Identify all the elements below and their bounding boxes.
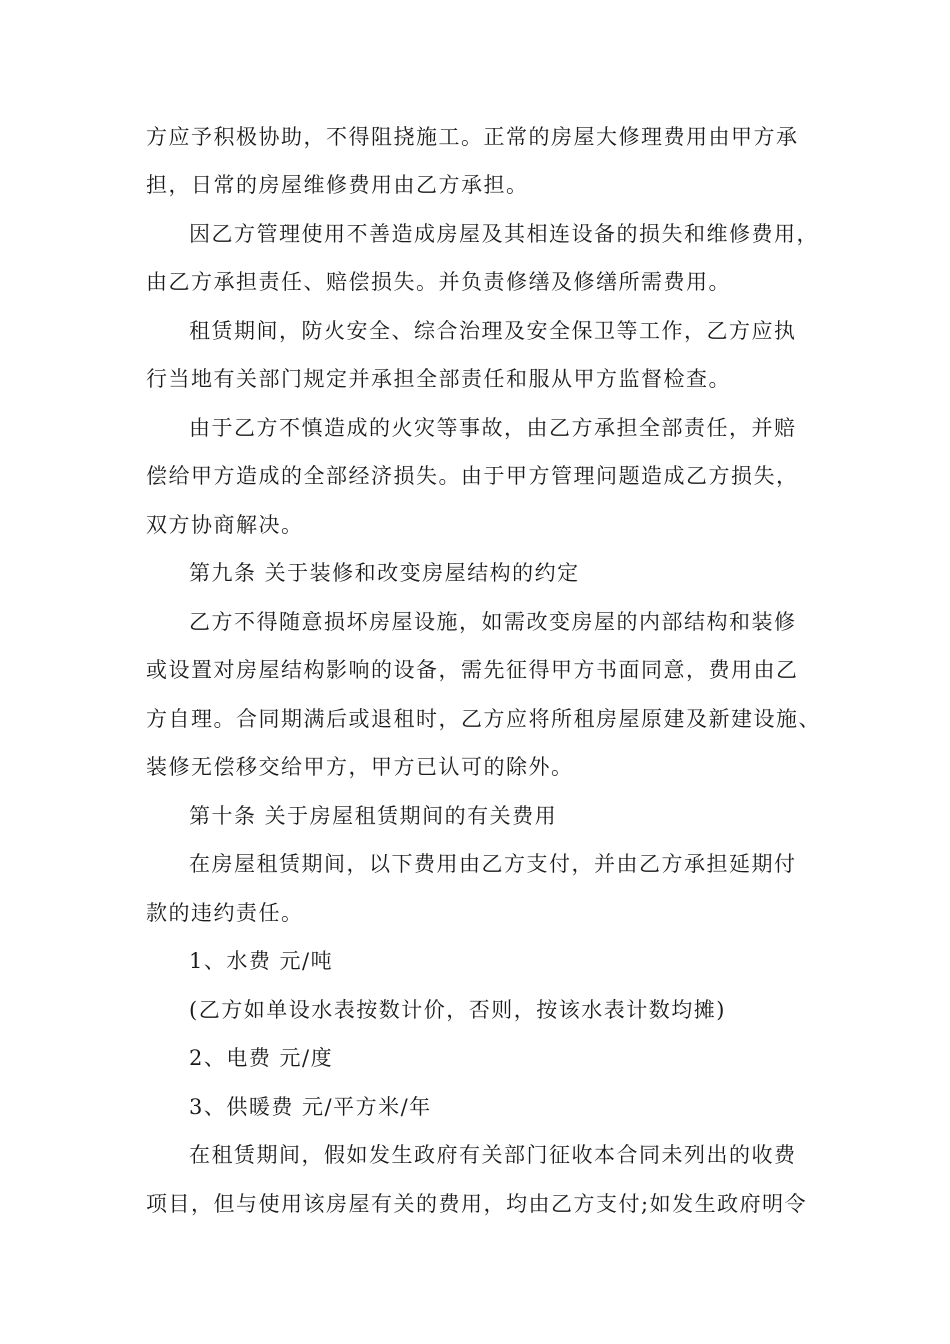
text-line-4: 由乙方承担责任、赔偿损失。并负责修缮及修缮所需费用。 (146, 270, 731, 294)
text-line-17: 款的违约责任。 (146, 901, 304, 925)
text-line-13: 方自理。合同期满后或退租时，乙方应将所租房屋原建及新建设施、 (146, 707, 821, 731)
text-line-22: 在租赁期间，假如发生政府有关部门征收本合同未列出的收费 (189, 1143, 797, 1167)
text-line-1: 方应予积极协助，不得阻挠施工。正常的房屋大修理费用由甲方承 (146, 125, 799, 149)
text-line-16: 在房屋租赁期间，以下费用由乙方支付，并由乙方承担延期付 (189, 852, 797, 876)
section-heading-article-9: 第九条 关于装修和改变房屋结构的约定 (189, 561, 580, 585)
list-item-heating-fee: 3、供暖费 元/平方米/年 (189, 1095, 432, 1119)
note-water-meter: (乙方如单设水表按数计价，否则，按该水表计数均摊) (189, 998, 726, 1022)
text-line-6: 行当地有关部门规定并承担全部责任和服从甲方监督检查。 (146, 367, 731, 391)
text-line-2: 担，日常的房屋维修费用由乙方承担。 (146, 173, 529, 197)
text-line-8: 偿给甲方造成的全部经济损失。由于甲方管理问题造成乙方损失， (146, 464, 799, 488)
list-item-water-fee: 1、水费 元/吨 (189, 949, 334, 973)
text-line-3: 因乙方管理使用不善造成房屋及其相连设备的损失和维修费用， (189, 222, 819, 246)
text-line-9: 双方协商解决。 (146, 513, 304, 537)
list-item-electricity-fee: 2、电费 元/度 (189, 1046, 334, 1070)
text-line-7: 由于乙方不慎造成的火灾等事故，由乙方承担全部责任，并赔 (189, 416, 797, 440)
text-line-5: 租赁期间，防火安全、综合治理及安全保卫等工作，乙方应执 (189, 319, 797, 343)
text-line-14: 装修无偿移交给甲方，甲方已认可的除外。 (146, 755, 574, 779)
text-line-11: 乙方不得随意损坏房屋设施，如需改变房屋的内部结构和装修 (189, 610, 797, 634)
text-line-12: 或设置对房屋结构影响的设备，需先征得甲方书面同意，费用由乙 (146, 658, 799, 682)
section-heading-article-10: 第十条 关于房屋租赁期间的有关费用 (189, 804, 558, 828)
text-line-23: 项目，但与使用该房屋有关的费用，均由乙方支付;如发生政府明令 (146, 1192, 808, 1216)
